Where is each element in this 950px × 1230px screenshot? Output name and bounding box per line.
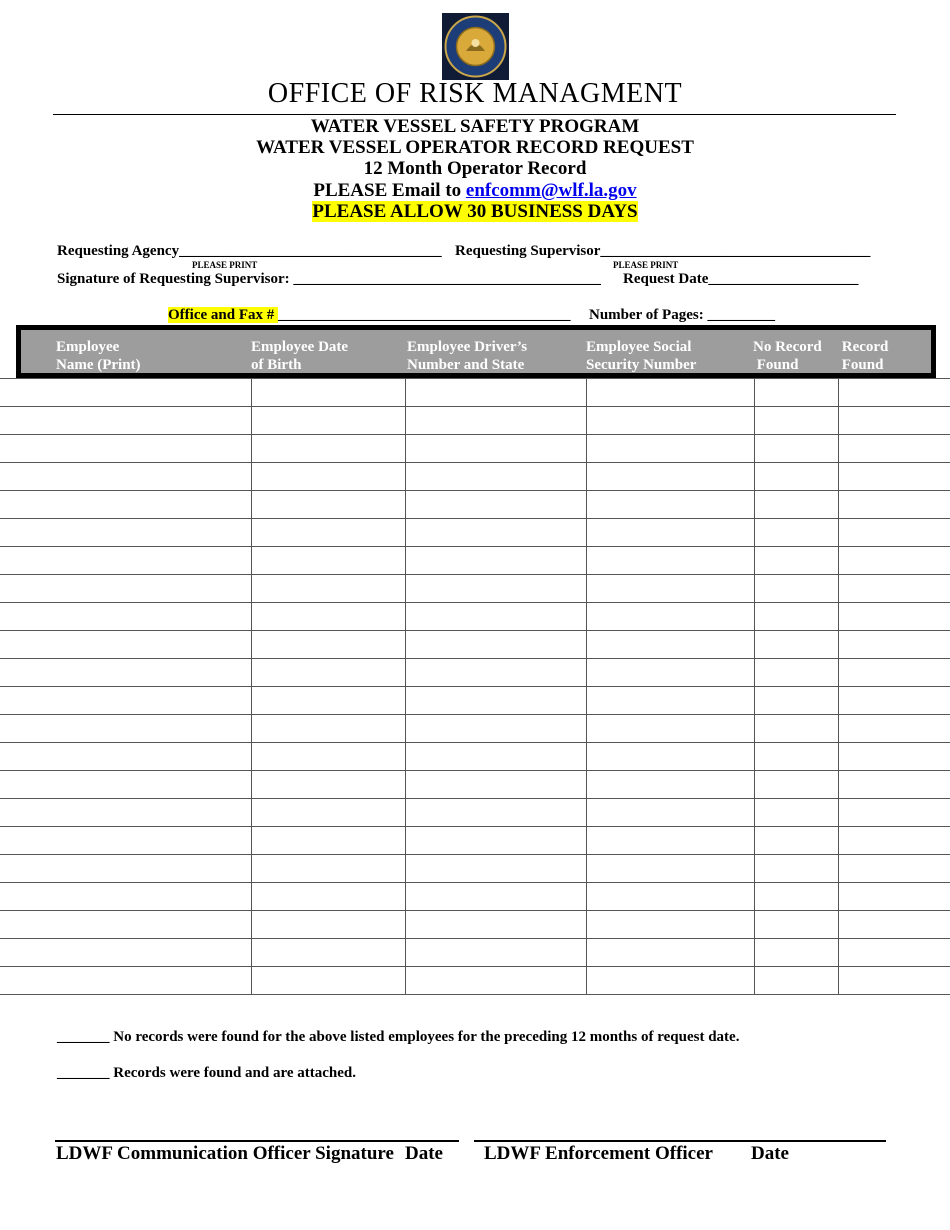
please-print-note-2: PLEASE PRINT (613, 260, 679, 270)
table-row-line (0, 490, 950, 491)
office-title: OFFICE OF RISK MANAGMENT (267, 78, 683, 109)
column-header-ssn: Employee Social Security Number (586, 339, 697, 373)
office-fax-field[interactable] (168, 307, 571, 324)
table-row-line (0, 546, 950, 547)
please-print-note-1: PLEASE PRINT (192, 260, 258, 270)
enforcement-officer-signature-line[interactable] (474, 1140, 886, 1142)
record-type: 12 Month Operator Record (363, 158, 587, 179)
program-title: WATER VESSEL SAFETY PROGRAM (310, 116, 640, 137)
column-header-record-found: Record Found (841, 339, 889, 373)
enforcement-officer-label: LDWF Enforcement Officer (484, 1143, 713, 1164)
table-row-line (0, 406, 950, 407)
record-table (0, 378, 950, 993)
records-found-option[interactable]: _______ Records were found and are attached. (57, 1065, 357, 1081)
table-column-line (754, 378, 755, 994)
supervisor-signature-field[interactable]: Signature of Requesting Supervisor: _________________________________________ (57, 271, 601, 287)
request-title: WATER VESSEL OPERATOR RECORD REQUEST (256, 137, 694, 158)
table-row-line (0, 630, 950, 631)
table-row-line (0, 966, 950, 967)
table-column-line (838, 378, 839, 994)
request-date-field[interactable]: Request Date____________________ (623, 271, 859, 287)
date-label-1: Date (405, 1143, 443, 1164)
table-row-line (0, 714, 950, 715)
allow-notice: PLEASE ALLOW 30 BUSINESS DAYS (312, 201, 638, 222)
comm-officer-signature-line[interactable] (55, 1140, 459, 1142)
office-fax-line: _______________________________________ (278, 307, 571, 323)
email-link[interactable]: enfcomm@wlf.la.gov (465, 180, 637, 201)
state-seal-icon (442, 13, 509, 80)
table-row-line (0, 686, 950, 687)
table-row-line (0, 602, 950, 603)
table-column-line (586, 378, 587, 994)
table-row-line (0, 854, 950, 855)
table-row-line (0, 378, 950, 379)
date-label-2: Date (751, 1143, 789, 1164)
column-header-no-record-found: No Record Found (753, 339, 822, 373)
requesting-agency-field[interactable]: Requesting Agency___________________________________ (57, 243, 442, 259)
table-row-line (0, 826, 950, 827)
table-row-line (0, 798, 950, 799)
office-fax-label: Office and Fax # (168, 307, 278, 323)
column-header-date-of-birth: Employee Date of Birth (251, 339, 349, 373)
table-row-line (0, 882, 950, 883)
table-row-line (0, 994, 950, 995)
no-records-option[interactable]: _______ No records were found for the above listed employees for the preceding 12 months of request date. (57, 1029, 740, 1045)
table-row-line (0, 770, 950, 771)
table-row-line (0, 462, 950, 463)
allow-notice-line (0, 201, 950, 222)
header-divider (53, 114, 896, 115)
table-row-line (0, 574, 950, 575)
email-line (0, 180, 950, 201)
number-of-pages-field[interactable]: Number of Pages: _________ (589, 307, 775, 323)
requesting-supervisor-field[interactable]: Requesting Supervisor____________________________________ (455, 243, 871, 259)
column-header-employee-name: Employee Name (Print) (56, 339, 141, 373)
table-row-line (0, 910, 950, 911)
table-row-line (0, 434, 950, 435)
table-row-line (0, 742, 950, 743)
email-prefix: PLEASE Email to (313, 180, 466, 201)
table-column-line (405, 378, 406, 994)
table-row-line (0, 518, 950, 519)
table-row-line (0, 938, 950, 939)
table-column-line (251, 378, 252, 994)
table-header (16, 325, 936, 378)
comm-officer-signature-label: LDWF Communication Officer Signature (56, 1143, 394, 1164)
column-header-drivers-number: Employee Driver’s Number and State (407, 339, 528, 373)
table-row-line (0, 658, 950, 659)
